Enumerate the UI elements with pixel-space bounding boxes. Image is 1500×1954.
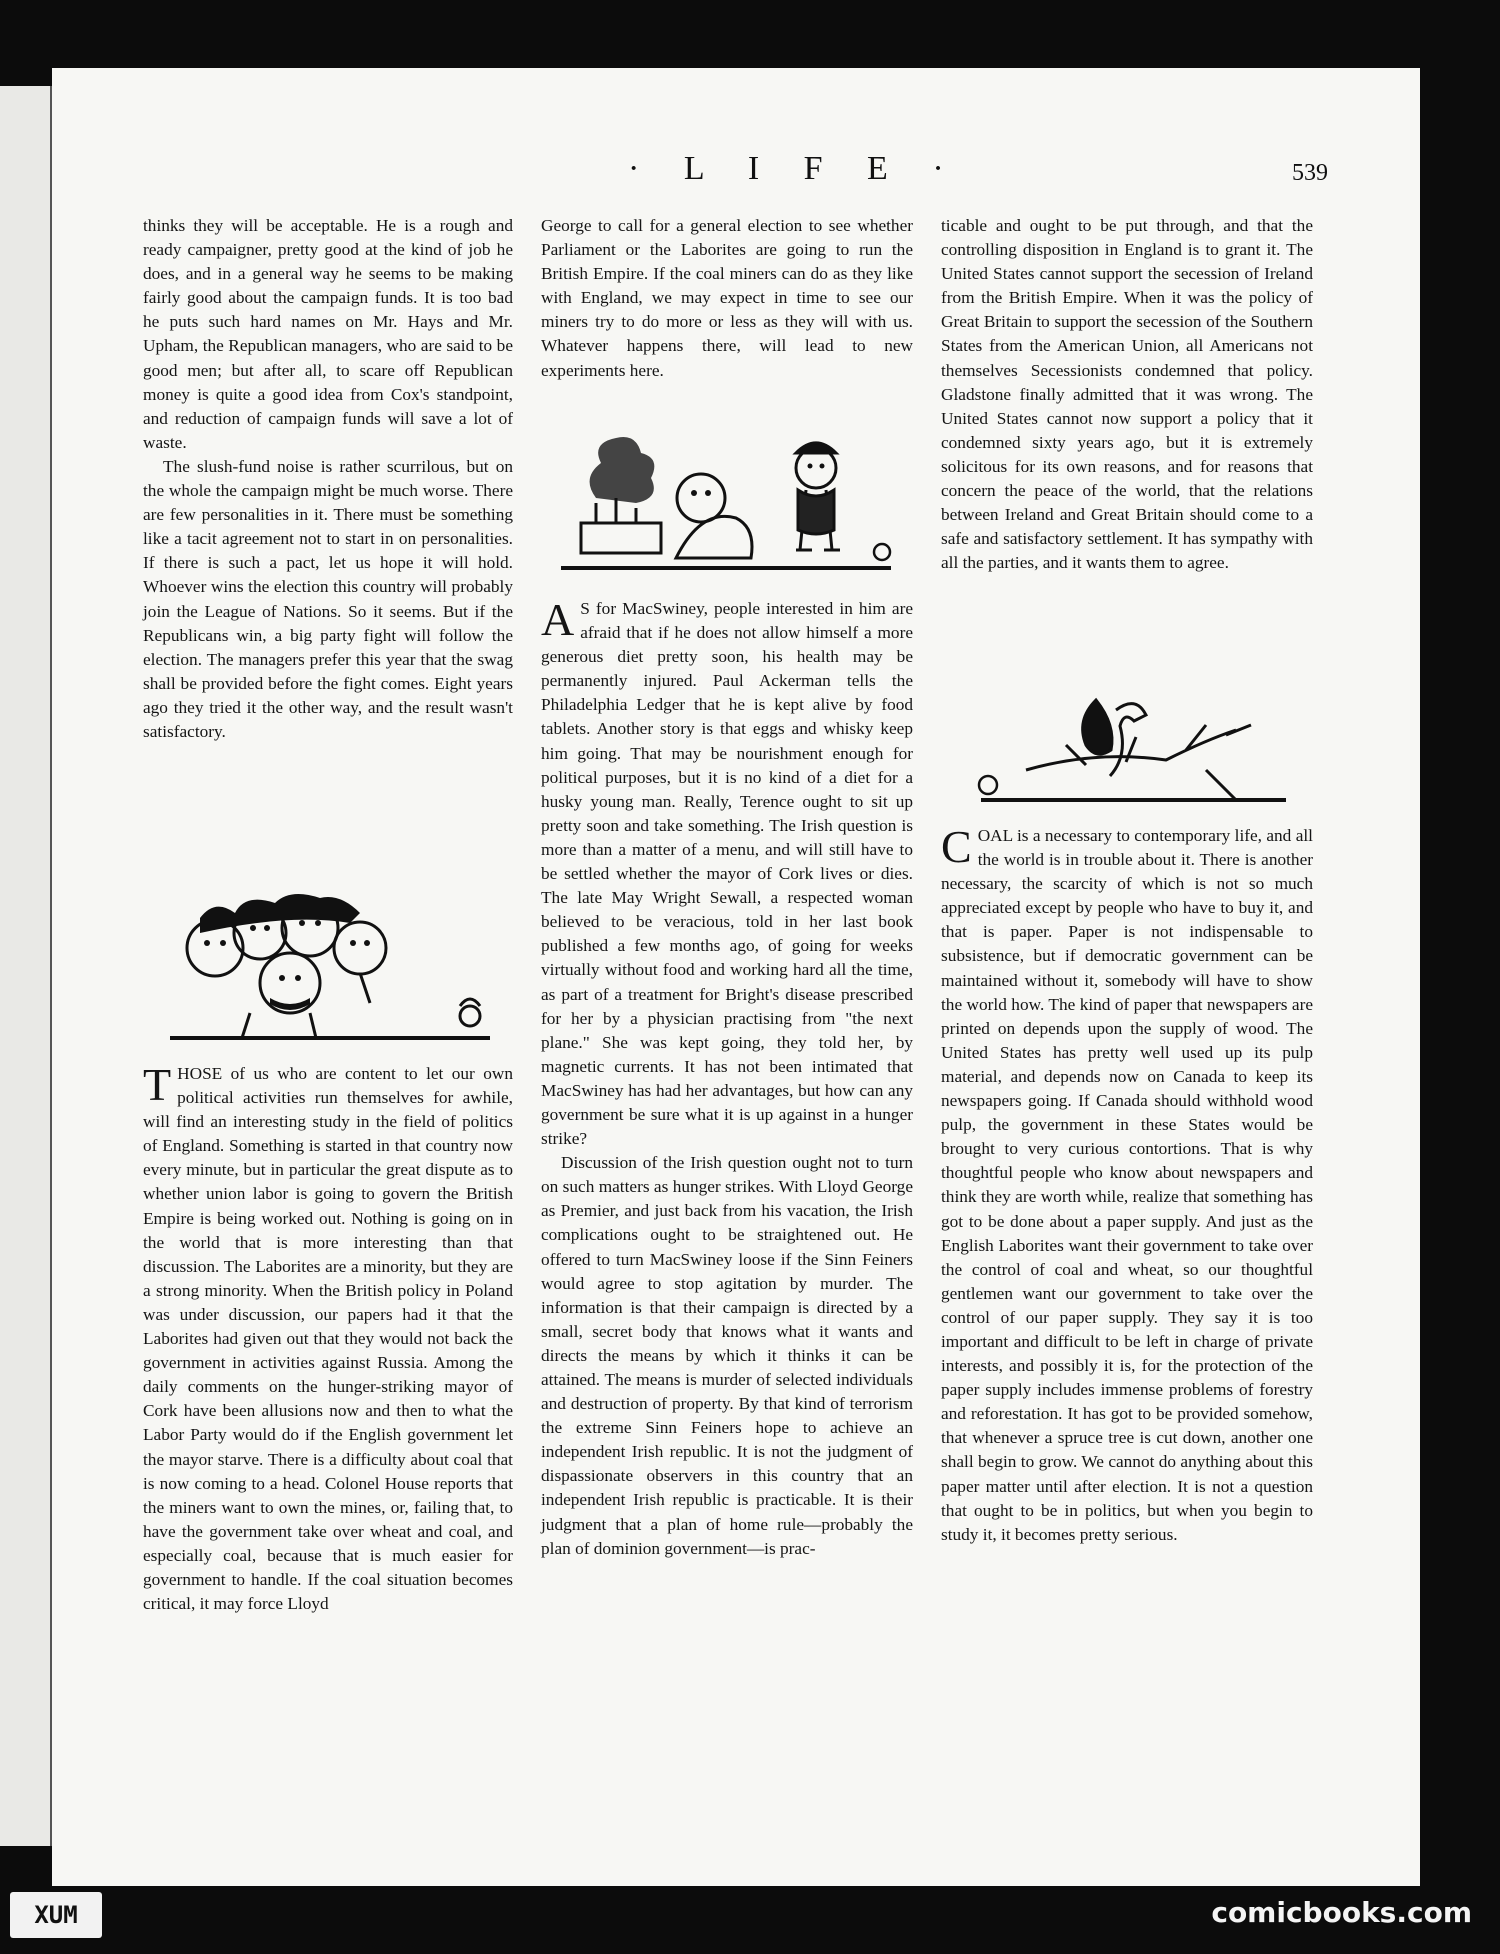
paragraph	[941, 821, 1313, 1547]
diners-cartoon-icon	[556, 428, 896, 578]
drop-cap: C	[941, 821, 972, 872]
paragraph: thinks they will be acceptable. He is a rough and ready campaigner, pretty good at the kind of job he does, and in a general way he seems to be making fairly good about the campaign funds. It is too bad he puts such hard names on Mr. Hays and Mr. Upham, the Republican managers, who are said to be good men; but after all, to scare off Republican money is quite a good idea from Cox's standpoint, and reduction of campaign funds will save a lot of waste.	[143, 216, 513, 452]
paragraph: The slush-fund noise is rather scurrilous, but on the whole the campaign might be much worse. There are few personalities in it. There must be something like a tacit agreement not to start in on personalities. If there is such a pact, let us hope it will hold. Whoever wins the election this country will probably join the League of Nations. So it seems. But if the Republicans win, a big party fight will follow the election. The managers prefer this year that the swag shall be provided before the fight comes. Eight years ago they tried it the other way, and the result wasn't satisfactory.	[143, 456, 513, 741]
drop-cap: A	[541, 594, 575, 645]
faces-cartoon-icon	[160, 888, 500, 1048]
paragraph: ticable and ought to be put through, and that the controlling disposition in England is to grant it. The United States cannot support the secession of Ireland from the British Empire. When it was the policy of Great Britain to support the secession of the Southern States from the American Union, all Americans not themselves Secessionists condemned that policy. Gladstone finally admitted that it was wrong. The United States cannot now support a policy that it condemned sixty years ago, but it is extremely solicitous for its own reasons, and for reasons that concern the peace of the world, that the relations between Ireland and Great Britain should come to a safe and satisfactory settlement. It has sympathy with all the parties, and it wants them to agree.	[941, 216, 1313, 573]
paragraph: George to call for a general election to see whether Parliament or the Laborites are going to run the British Empire. If the coal miners can do as they like with England, we may expect in time to see our miners try to do more or less as they will with us. Whatever happens there, will lead to new experiments here.	[541, 216, 913, 380]
paragraph: Discussion of the Irish question ought not to turn on such matters as hunger strikes. With Lloyd George as Premier, and just back from his vacation, the Irish complications ought to be straightened out. He offered to turn MacSwiney loose if the Sinn Feiners would agree to stop agitation by murder. The information is that their campaign is directed by a small, secret body that knows what it wants and directs the means by which it thinks it can be attained. The means is murder of selected individuals and destruction of property. By that kind of terrorism the extreme Sinn Feiners hope to achieve an independent Irish republic. It is not the judgment of dispassionate observers in this country that an independent Irish republic is practicable. It is their judgment that a plan of home rule—probably the plan of dominion government—is prac-	[541, 1153, 913, 1558]
column-3-bottom	[941, 821, 1313, 1547]
column-2-top	[541, 214, 913, 383]
source-badge: XUM	[10, 1892, 102, 1938]
paragraph-text: S for MacSwiney, people interested in him are afraid that if he does not allow himself a more generous diet pretty soon, his health may be permanently injured. Paul Ackerman tells the Philadelphia Ledger that he is kept alive by food tablets. Another story is that eggs and whisky keep him going. That may be nourishment enough for political purposes, but it is no kind of a diet for a husky young man. Really, Terence ought to sit up pretty soon and take something. The Irish question is more than a matter of a menu, and will still have to be settled whether the mayor of Cork lives or dies. The late May Wright Sewall, a respected woman believed to be veracious, told in her last book published a few months ago, of going for weeks virtually without food and working hard all the time, as part of a treatment for Bright's disease prescribed for her by a physician practising from "the next plane." She was kept going, they told her, by magnetic currents. It has not been intimated that MacSwiney has had her advantages, but how can any government be sure what it is up against in a hunger strike?	[541, 599, 913, 1149]
page-title: · L I F E ·	[628, 150, 962, 187]
page-number: 539	[1292, 160, 1328, 186]
column-3-top	[941, 214, 1313, 575]
adjacent-page-edge	[0, 86, 53, 1846]
paragraph	[541, 594, 913, 1151]
paragraph	[143, 1059, 513, 1616]
paragraph-text: HOSE of us who are content to let our own political activities run themselves for awhile, will find an interesting study in the field of politics of England. Something is started in that country now every minute, but in particular the great dispute as to whether union labor is going to govern the British Empire is being worked out. Nothing is going on in the world that is more interesting than that discussion. The Laborites are a minority, but they are a strong minority. When the British policy in Poland was under discussion, our papers had it that the Laborites had given out that they would not back the government in activities against Russia. Among the daily comments on the hunger-striking mayor of Cork have been allusions now and then to what the Labor Party would do if the English government let the mayor starve. There is a difficulty about coal that is now coming to a head. Colonel House reports that the miners want to own the mines, or, failing that, to have the government take over wheat and coal, and especially coal, because that is much easier for government to handle. If the coal situation becomes critical, it may force Lloyd	[143, 1064, 513, 1614]
drop-cap: T	[143, 1059, 172, 1110]
column-1-bottom	[143, 1059, 513, 1616]
paragraph-text: OAL is a necessary to contemporary life, and all the world is in trouble about it. There is another necessary, the scarcity of which is not so much appreciated except by people who have to buy it, and that is paper. Paper is not indispensable to subsistence, but if democratic government can be maintained without it, somebody will have to show the world how. The kind of paper that newspapers are printed on depends upon the supply of wood. The United States has pretty well used up its pulp material, and depends now on Canada to keep its newspapers going. If Canada should withhold wood pulp, the government in these States would be brought to very curious contortions. That is why thoughtful people who know about newspapers and think they are worth while, realize that something has got to be done about a paper supply. And just as the English Laborites want their government to take over the control of coal and wheat, so our thoughtful gentlemen want our government to take over the control of our paper supply. They say it is too important and difficult to be left in charge of private interests, and possibly it is, for the protection of the paper supply includes immense problems of forestry and reforestation. It has got to be provided somehow, that whenever a spruce tree is cut down, another one shall begin to grow. We cannot do anything about this paper matter until after election. It is not a question that ought to be in politics, but when you begin to study it, it becomes pretty serious.	[941, 826, 1313, 1544]
watermark: comicbooks.com	[1211, 1896, 1472, 1929]
bird-tree-cartoon-icon	[966, 690, 1296, 815]
column-1-top	[143, 214, 513, 744]
column-2-bottom	[541, 594, 913, 1561]
